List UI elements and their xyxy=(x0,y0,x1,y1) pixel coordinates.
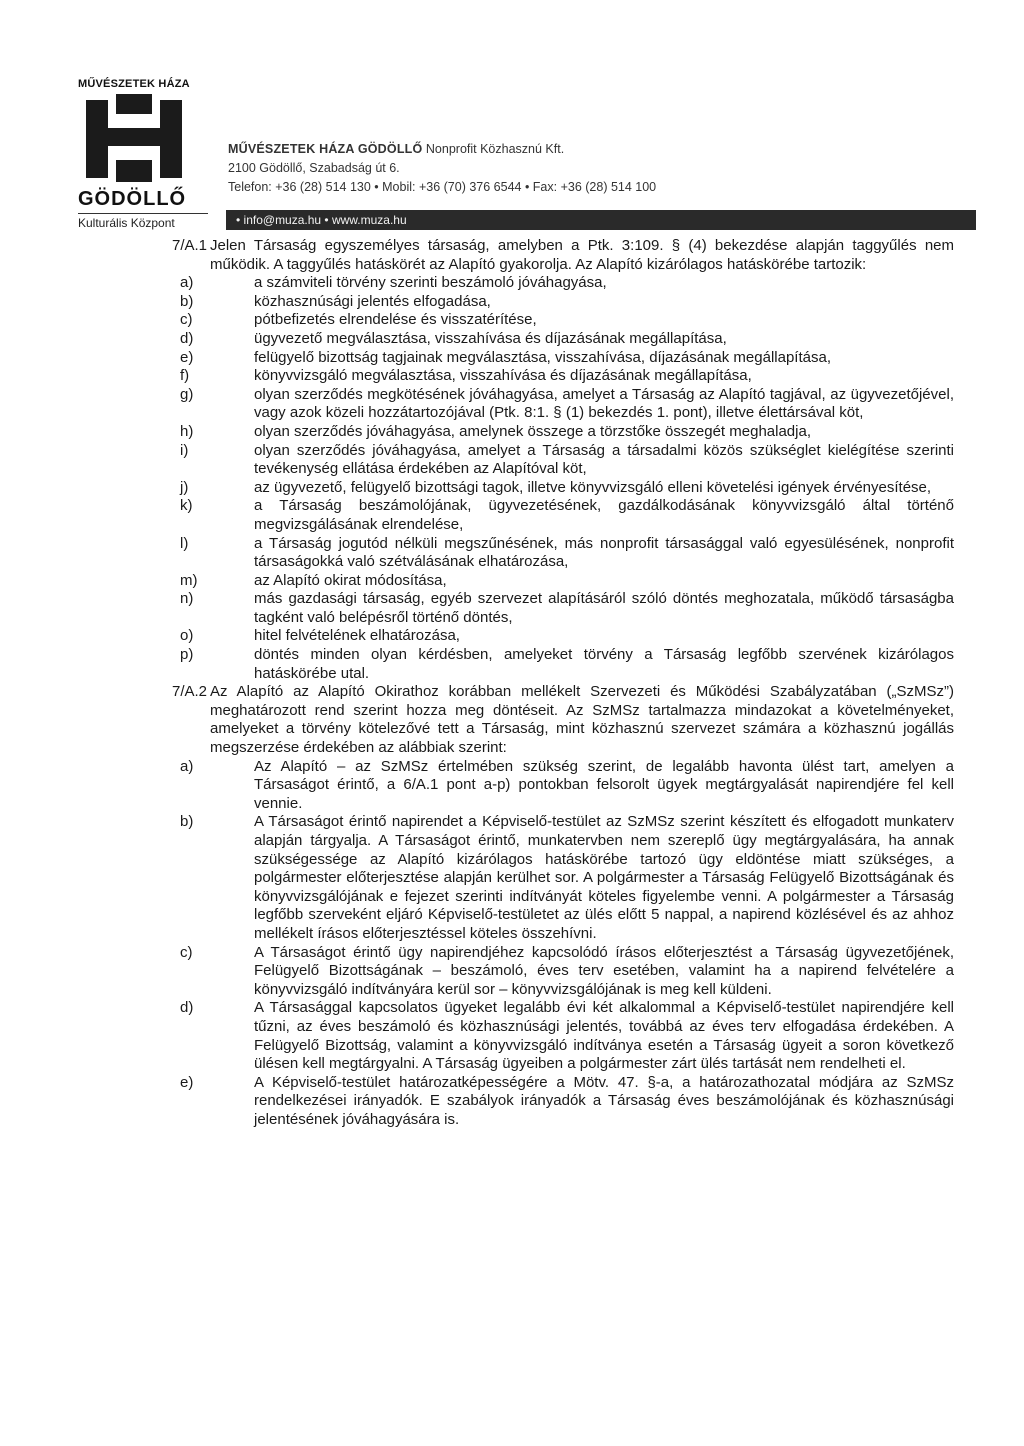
list-item xyxy=(172,535,954,572)
list-item-label: o) xyxy=(180,627,194,645)
list-item-text: közhasznúsági jelentés elfogadása, xyxy=(254,292,491,310)
list-item-text: döntés minden olyan kérdésben, amelyeket törvény a Társaság legfőbb szervének kizárólagos hatáskörébe utal. xyxy=(254,646,954,682)
list-item xyxy=(172,1074,954,1130)
list-item-label: j) xyxy=(180,478,189,496)
document-body xyxy=(172,237,954,1130)
list-item-text: pótbefizetés elrendelése és visszatérítése, xyxy=(254,311,537,329)
organization-name-line xyxy=(228,140,656,159)
list-item-label: g) xyxy=(180,385,194,403)
list-item xyxy=(172,423,954,442)
list-item-text: könyvvizsgáló megválasztása, visszahívása és díjazásának megállapítása, xyxy=(254,367,752,385)
logo-h-mark xyxy=(86,94,182,182)
list-item-text: A Képviselő-testület határozatképességére a Mötv. 47. §-a, a határozathozatal módjára az SzMSz rendelkezései irányadók. E szabályok irányadók a Társaság éves beszámolójának és közhasznúsági jelentésének jóváhagyására is. xyxy=(254,1073,954,1128)
list-item-label: a) xyxy=(180,757,194,775)
organization-type: Nonprofit Közhasznú Kft. xyxy=(422,142,565,156)
list-item-label: b) xyxy=(180,813,194,831)
list-item-text: más gazdasági társaság, egyéb szervezet alapításáról szóló döntés meghozatala, működő társaságba tagként való belépésről történő döntés, xyxy=(254,590,954,626)
section-number: 7/A.2 xyxy=(172,683,208,701)
list-item-text: a Társaság jogutód nélküli megszűnésének, más nonprofit társasággal való egyesülésének, nonprofit társaságokká való szétválásának elhatározása, xyxy=(254,534,954,571)
list-item-text: Az Alapító – az SzMSz értelmében szükség szerint, de legalább havonta ülést tart, amelyen a Társaságot érintő, a 6/A.1 pont a-p) pontokban felsorolt ügyek megtárgyalását napirendjére fel kell vennie. xyxy=(254,757,954,812)
list-item-label: d) xyxy=(180,999,194,1017)
list-item-text: A Társaságot érintő napirendet a Képviselő-testület az SzMSz szerint készített és elfogadott munkaterv alapján tárgyalja. A Társaságot érintő, munkatervben nem szereplő ügy megtárgyalására, ha annak szükségessége az Alapító kizárólagos hatáskörébe tartozó ügy eldöntése miatt szükséges, a polgármester előterjesztése alapján kerülhet sor. A polgármester a Társaság Felügyelő Bizottságának és könyvvizsgálójának e fejezet szerinti indítványát köteles figyelembe venni. A polgármester a Társaság legfőbb szerveként eljáró Képviselő-testületet az ülés előtt 5 nappal, a napirend közlésével és az ahhoz mellékelt írásos előterjesztéssel köteles összehívni. xyxy=(254,813,954,942)
list-item-text: ügyvezető megválasztása, visszahívása és díjazásának megállapítása, xyxy=(254,329,727,347)
list-item-label: c) xyxy=(180,943,193,961)
organization-name: MŰVÉSZETEK HÁZA GÖDÖLLŐ xyxy=(228,142,423,156)
logo-subtitle: Kulturális Központ xyxy=(78,213,218,230)
logo-top-text: MŰVÉSZETEK HÁZA xyxy=(78,78,190,90)
list-item xyxy=(172,274,954,293)
list-item-text: olyan szerződés megkötésének jóváhagyása, amelyet a Társaság az Alapító tagjával, az ügyvezetőjével, vagy azok közeli hozzátartozójával (Ptk. 8:1. § (1) bekezdés 1. pont), illetve élettársával köt, xyxy=(254,385,954,422)
list-item xyxy=(172,758,954,814)
list-item xyxy=(172,442,954,479)
contact-bar: • info@muza.hu • www.muza.hu xyxy=(226,210,976,230)
list-item-label: p) xyxy=(180,646,194,664)
section-number: 7/A.1 xyxy=(172,237,208,254)
section-7a1 xyxy=(172,237,954,274)
section-7a2-list xyxy=(172,758,954,1130)
list-item-label: d) xyxy=(180,329,194,347)
list-item-label: e) xyxy=(180,348,194,366)
logo-city-text: GÖDÖLLŐ xyxy=(78,188,187,210)
list-item-text: olyan szerződés jóváhagyása, amelyet a Társaság a társadalmi közös szükséglet kielégítése szerinti tevékenység ellátása érdekében az Alapítóval köt, xyxy=(254,441,954,478)
list-item-text: A Társasággal kapcsolatos ügyeket legalább évi két alkalommal a Képviselő-testület napirendjére kell tűzni, az éves beszámoló és közhasznúsági jelentés, továbbá az éves terv elfogadása érdekében. A Felügyelő Bizottság, valamint a könyvvizsgáló indítványa esetén a Társaság ügyeit a soron következő ülésen kell megtárgyalni. A Társaság ügyeiben a polgármester zárt ülés tartását nem rendelheti el. xyxy=(254,999,954,1073)
list-item-text: hitel felvételének elhatározása, xyxy=(254,627,460,645)
list-item xyxy=(172,479,954,498)
list-item-text: felügyelő bizottság tagjainak megválasztása, visszahívása, díjazásának megállapítása, xyxy=(254,348,831,366)
list-item xyxy=(172,590,954,627)
list-item xyxy=(172,627,954,646)
list-item xyxy=(172,646,954,683)
section-7a1-list xyxy=(172,274,954,683)
list-item-text: A Társaságot érintő ügy napirendjéhez kapcsolódó írásos előterjesztést a Társaság ügyvezetőjének, Felügyelő Bizottságának – beszámoló, éves terv esetében, valamint ha a napirend felvételére a könyvvizsgáló indítványára kerül sor – könyvvizsgálójának is meg kell küldeni. xyxy=(254,943,954,998)
list-item-text: olyan szerződés jóváhagyása, amelynek összege a törzstőke összegét meghaladja, xyxy=(254,422,811,440)
list-item xyxy=(172,497,954,534)
list-item xyxy=(172,349,954,368)
list-item xyxy=(172,572,954,591)
section-intro: Jelen Társaság egyszemélyes társaság, amelyben a Ptk. 3:109. § (4) bekezdése alapján taggyűlés nem működik. A taggyűlés hatáskörét az Alapító gyakorolja. Az Alapító kizárólagos hatáskörébe tartozik: xyxy=(210,237,954,273)
list-item-label: a) xyxy=(180,274,194,292)
list-item xyxy=(172,999,954,1073)
list-item xyxy=(172,386,954,423)
list-item-label: m) xyxy=(180,571,198,589)
organization-address: 2100 Gödöllő, Szabadság út 6. xyxy=(228,161,400,175)
list-item-label: l) xyxy=(180,534,189,552)
list-item-text: a Társaság beszámolójának, ügyvezetésének, gazdálkodásának könyvvizsgáló által történő megvizsgálásának elrendelése, xyxy=(254,497,954,533)
list-item-text: a számviteli törvény szerinti beszámoló jóváhagyása, xyxy=(254,274,607,292)
section-intro: Az Alapító az Alapító Okirathoz korábban mellékelt Szervezeti és Működési Szabályzatában („SzMSz”) meghatározott rend szerint hozza meg döntéseit. Az SzMSz tartalmazza mindazokat a követelményeket, amelyeket a törvény kötelezővé tett a Társaság, mint közhasznú szervezet számára a közhasznú jogállás megszerzése érdekében az alábbiak szerint: xyxy=(210,683,954,757)
organization-info xyxy=(228,140,656,197)
list-item-label: i) xyxy=(180,441,189,459)
section-7a2 xyxy=(172,683,954,757)
list-item-label: e) xyxy=(180,1073,194,1091)
list-item-label: c) xyxy=(180,311,193,329)
list-item xyxy=(172,330,954,349)
list-item xyxy=(172,311,954,330)
organization-logo xyxy=(78,78,218,230)
list-item xyxy=(172,813,954,943)
organization-phones: Telefon: +36 (28) 514 130 • Mobil: +36 (70) 376 6544 • Fax: +36 (28) 514 100 xyxy=(228,180,657,194)
list-item xyxy=(172,944,954,1000)
list-item-label: k) xyxy=(180,497,193,515)
list-item-text: az Alapító okirat módosítása, xyxy=(254,571,447,589)
list-item-label: b) xyxy=(180,292,194,310)
list-item-label: h) xyxy=(180,422,194,440)
list-item xyxy=(172,293,954,312)
list-item-label: f) xyxy=(180,367,190,385)
list-item-label: n) xyxy=(180,590,194,608)
list-item xyxy=(172,367,954,386)
list-item-text: az ügyvezető, felügyelő bizottsági tagok, illetve könyvvizsgáló elleni követelési igények érvényesítése, xyxy=(254,478,932,496)
